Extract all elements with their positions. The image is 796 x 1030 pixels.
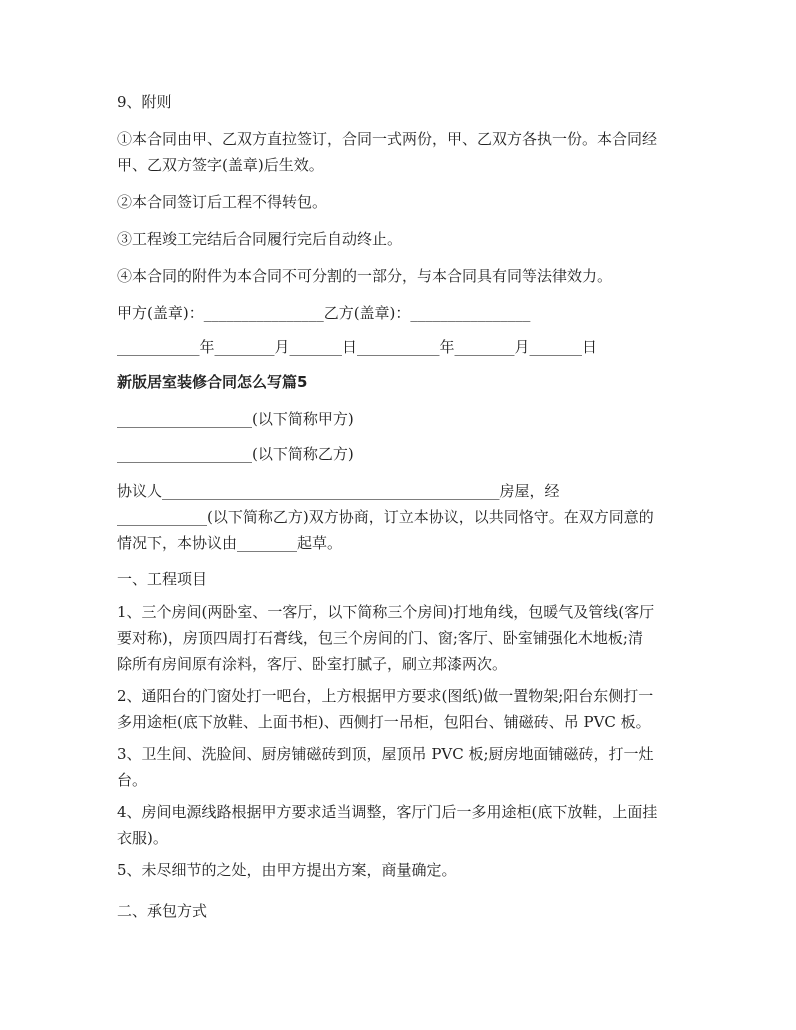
item-3-line-1: 3、卫生间、洗脸间、厨房铺磁砖到顶，屋顶吊 PVC 板;厨房地面铺磁砖，打一灶 <box>117 745 654 763</box>
project-heading: 一、工程项目 <box>117 570 208 588</box>
item-4-line-2: 衣服)。 <box>117 829 168 847</box>
item-2-line-2: 多用途柜(底下放鞋、上面书柜)、西侧打一吊柜，包阳台、铺磁砖、吊 PVC 板。 <box>117 713 651 731</box>
item-1-line-2: 要对称)，房顶四周打石膏线，包三个房间的门、窗;客厅、卧室铺强化木地板;清 <box>117 629 643 647</box>
item-1-line-1: 1、三个房间(两卧室、一客厅，以下简称三个房间)打地角线，包暖气及管线(客厅 <box>117 603 655 621</box>
party-b-line: __________________(以下简称乙方) <box>117 445 354 463</box>
signature-line: 甲方(盖章)：________________乙方(盖章)：________________ <box>117 304 531 322</box>
item-3-line-2: 台。 <box>117 771 148 789</box>
contract-heading: 二、承包方式 <box>117 902 208 920</box>
date-line: ___________年________月_______日___________年________月_______日 <box>117 338 598 356</box>
item-1-line-3: 除所有房间原有涂料，客厅、卧室打腻子，刷立邦漆两次。 <box>117 655 508 673</box>
clause-4: ④本合同的附件为本合同不可分割的一部分，与本合同具有同等法律效力。 <box>117 267 613 285</box>
agreement-line-2: ____________(以下简称乙方)双方协商，订立本协议，以共同恪守。在双方同意的 <box>117 508 654 526</box>
party-a-line: __________________(以下简称甲方) <box>117 410 354 428</box>
item-2-line-1: 2、通阳台的门窗处打一吧台，上方根据甲方要求(图纸)做一置物架;阳台东侧打一 <box>117 687 654 705</box>
clause-1-line-2: 甲、乙双方签字(盖章)后生效。 <box>117 156 324 174</box>
section-title: 新版居室装修合同怎么写篇5 <box>117 373 308 391</box>
clause-1-line-1: ①本合同由甲、乙双方直拉签订，合同一式两份，甲、乙双方各执一份。本合同经 <box>117 130 658 148</box>
clause-3: ③工程竣工完结后合同履行完后自动终止。 <box>117 230 403 248</box>
agreement-line-1: 协议人_____________________________________________房屋，经 <box>117 482 560 500</box>
item-4-line-1: 4、房间电源线路根据甲方要求适当调整，客厅门后一多用途柜(底下放鞋，上面挂 <box>117 803 658 821</box>
appendix-heading: 9、附则 <box>117 93 172 111</box>
agreement-line-3: 情况下，本协议由________起草。 <box>117 534 343 552</box>
item-5: 5、未尽细节的之处，由甲方提出方案，商量确定。 <box>117 861 457 879</box>
clause-2: ②本合同签订后工程不得转包。 <box>117 193 328 211</box>
